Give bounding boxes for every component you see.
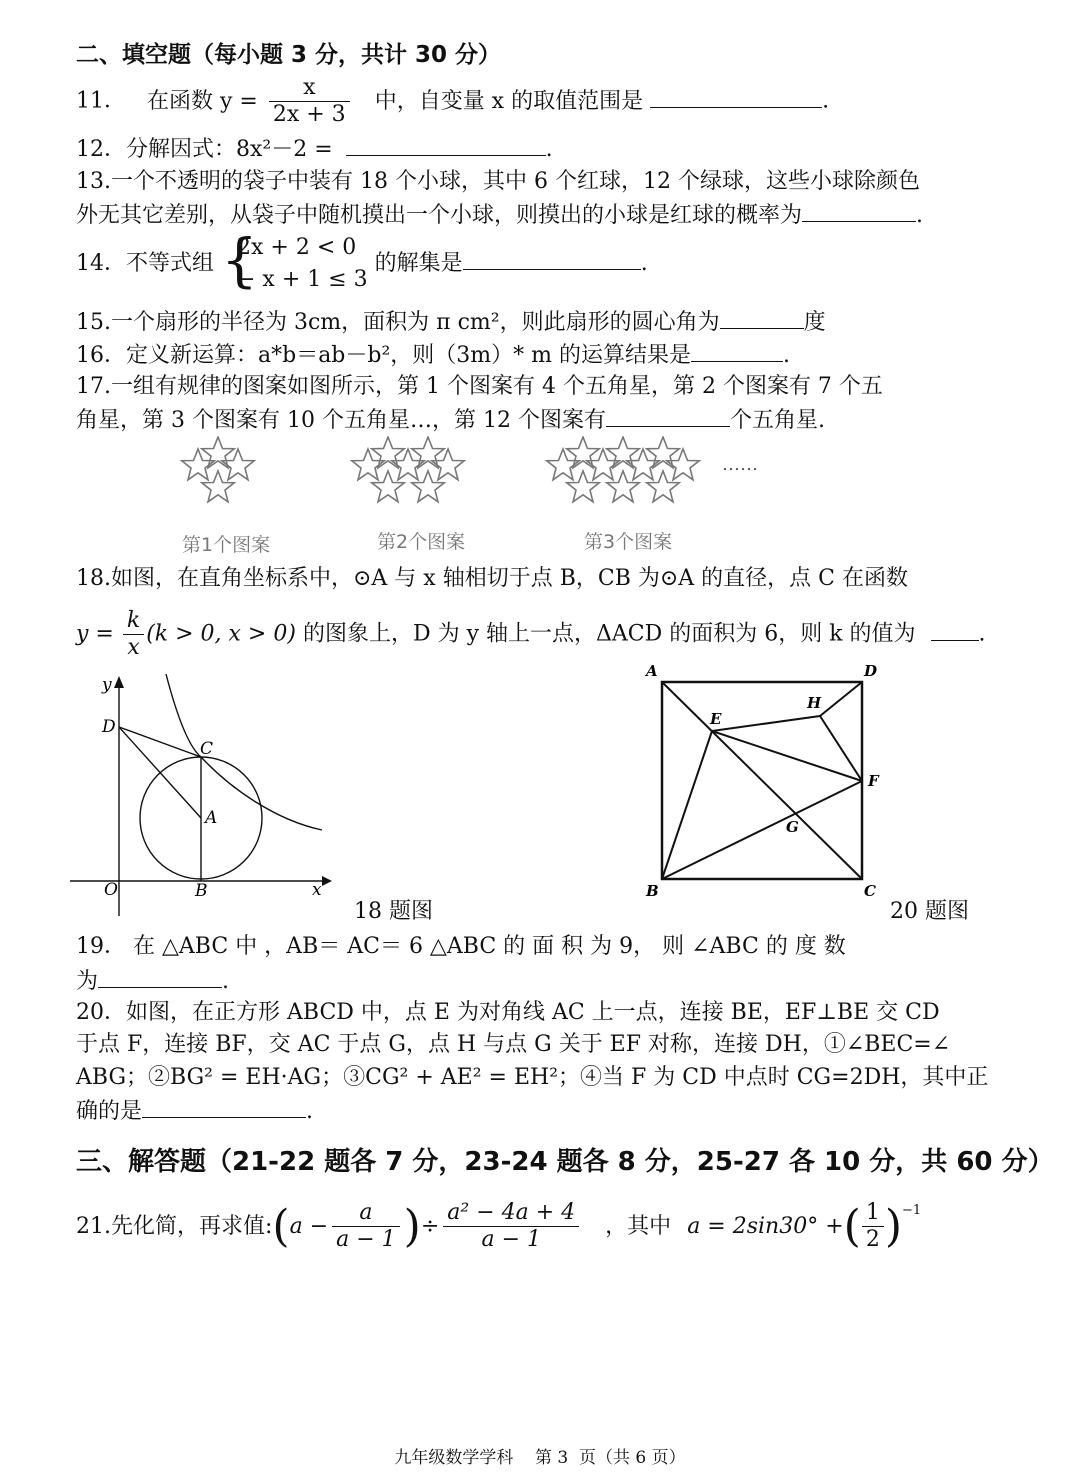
label-E: E: [710, 710, 722, 728]
q21-right-paren: ): [403, 1200, 421, 1252]
question-14: [76, 226, 648, 296]
label-C: C: [200, 739, 214, 759]
q21-left-paren-2: (: [843, 1200, 861, 1252]
segment-BE: [662, 731, 712, 879]
question-12: [76, 133, 553, 165]
question-19: [76, 965, 229, 997]
label-y: y: [102, 675, 112, 695]
q18-end: .: [978, 621, 986, 647]
q21-right-paren-2: ): [884, 1200, 902, 1252]
segment-BF: [662, 781, 862, 879]
q21-fraction-2-denominator: a − 1: [481, 1227, 541, 1252]
q18-condition: (k > 0, x > 0): [146, 621, 296, 647]
q14-suffix: 的解集是: [374, 251, 463, 276]
q12-end: .: [545, 137, 553, 162]
question-18: [76, 608, 986, 661]
label-F: F: [868, 772, 879, 790]
q12-text: 12．分解因式：8x²－2 =: [76, 137, 333, 162]
pattern-2-caption: 第2个图案: [377, 531, 466, 553]
segment-HF: [820, 716, 862, 781]
segment-DC: [119, 727, 201, 757]
q20-line4: 确的是: [76, 1099, 143, 1124]
q21-prefix: 21.先化简，再求值:: [76, 1213, 273, 1239]
question-15: [76, 306, 826, 338]
q18-fraction-numerator: k: [123, 608, 144, 635]
q13-line2: 外无其它差别，从袋子中随机摸出一个小球，则摸出的小球是红球的概率为: [76, 203, 803, 228]
x-axis-arrow: [322, 876, 332, 886]
label-H: H: [807, 694, 822, 712]
label-D: D: [864, 662, 878, 680]
q21-mid: ，其中: [605, 1213, 672, 1239]
label-O: O: [104, 880, 118, 900]
q20-line2: 于点 F，连接 BF，交 AC 于点 G，点 H 与点 G 关于 EF 对称，连接 DH，①∠BEC=∠: [76, 1032, 951, 1057]
q17-answer-blank[interactable]: [606, 404, 730, 427]
label-A: A: [646, 662, 658, 680]
hyperbola-curve: [166, 674, 322, 830]
q20-end: .: [306, 1099, 314, 1124]
segment-EF: [712, 731, 862, 781]
star-pattern-figure: [170, 436, 770, 562]
q21-fraction-3-denominator: 2: [865, 1227, 880, 1252]
q17-line1: 17.一组有规律的图案如图所示，第 1 个图案有 4 个五角星，第 2 个图案有 7 个五: [76, 374, 883, 399]
q18-answer-blank[interactable]: [931, 618, 979, 641]
q13-line1: 13.一个不透明的袋子中装有 18 个小球，其中 6 个红球，12 个绿球，这些小球除颜色: [76, 169, 920, 194]
y-axis-arrow: [114, 676, 124, 688]
q12-answer-blank[interactable]: [346, 133, 546, 156]
q17-end: 个五角星.: [729, 408, 825, 433]
q21-exponent: −1: [901, 1203, 922, 1218]
q21-a-minus: a −: [289, 1213, 329, 1239]
question-21: [76, 1200, 921, 1253]
question-20: [76, 1095, 313, 1127]
label-B: B: [195, 881, 208, 901]
q15-text: 15.一个扇形的半径为 3cm，面积为 π cm²，则此扇形的圆心角为: [76, 310, 720, 335]
q18-fraction: [123, 608, 144, 661]
segment-EH: [712, 716, 820, 731]
q14-answer-blank[interactable]: [463, 247, 641, 270]
label-D: D: [102, 717, 116, 737]
label-G: G: [786, 818, 799, 836]
q14-prefix: 14．不等式组: [76, 251, 214, 276]
q13-end: .: [916, 203, 924, 228]
q21-fraction-3-numerator: 1: [862, 1200, 884, 1227]
pattern-1-caption: 第1个图案: [182, 534, 271, 556]
pattern-3: [547, 437, 699, 502]
q19-answer-blank[interactable]: [98, 965, 222, 988]
question-17: [76, 404, 825, 436]
pattern-2: [352, 437, 464, 502]
section-title-answer-questions: 三、解答题（21-22 题各 7 分，23-24 题各 8 分，25-27 各 10 分，共 60 分）: [76, 1147, 1054, 1177]
q21-fraction-1-numerator: a: [332, 1200, 400, 1227]
q18-line1: 18.如图，在直角坐标系中，⊙A 与 x 轴相切于点 B，CB 为⊙A 的直径，点 C 在函数: [76, 566, 908, 591]
question-13: [76, 199, 923, 231]
page-footer: 九年级数学学科 第 3 页（共 6 页）: [394, 1448, 686, 1468]
q11-answer-blank[interactable]: [650, 85, 822, 108]
q21-fraction-1: [332, 1200, 400, 1253]
question-16: [76, 339, 790, 371]
q13-answer-blank[interactable]: [802, 199, 916, 222]
q21-fraction-2: [443, 1200, 579, 1253]
diagonal-AC: [662, 682, 862, 879]
figure-18: [60, 670, 340, 920]
q20-line3: ABG；②BG² = EH·AG；③CG² + AE² = EH²；④当 F 为 CD 中点时 CG=2DH，其中正: [76, 1065, 989, 1090]
question-11: [76, 75, 829, 128]
q14-row2: − x + 1 ≤ 3: [237, 267, 368, 292]
label-x: x: [312, 880, 322, 900]
q16-end: .: [783, 343, 791, 368]
q21-fraction-1-denominator: a − 1: [336, 1227, 396, 1252]
q11-prefix: 在函数 y =: [147, 88, 258, 114]
pattern-3-caption: 第3个图案: [584, 531, 673, 553]
q14-inequality-system: [221, 226, 368, 296]
q15-end: 度: [803, 310, 826, 335]
label-C: C: [864, 882, 876, 900]
q14-end: .: [640, 251, 648, 276]
q14-brace: {: [221, 226, 258, 294]
q16-text: 16．定义新运算：a*b＝ab－b²，则（3m）* m 的运算结果是: [76, 343, 692, 368]
q16-answer-blank[interactable]: [691, 339, 783, 362]
q20-line1: 20．如图，在正方形 ABCD 中，点 E 为对角线 AC 上一点，连接 BE，EF⊥BE 交 CD: [76, 1000, 940, 1025]
q11-fraction-denominator: 2x + 3: [272, 102, 346, 127]
q21-fraction-2-numerator: a² − 4a + 4: [443, 1200, 579, 1227]
q19-line1: 19． 在 △ABC 中 ，AB＝ AC＝ 6 △ABC 的 面 积 为 9， 则 ∠ABC 的 度 数: [76, 934, 846, 959]
q19-line2: 为: [76, 969, 99, 994]
q15-answer-blank[interactable]: [720, 306, 804, 329]
q20-answer-blank[interactable]: [142, 1095, 306, 1118]
figure-20: [640, 660, 890, 900]
segment-DH: [820, 682, 862, 716]
q18-fraction-denominator: x: [127, 635, 140, 660]
q14-row1: 2x + 2 < 0: [237, 235, 357, 260]
figure-20-caption: 20 题图: [890, 899, 969, 924]
figure-18-caption: 18 题图: [354, 899, 433, 924]
q19-end: .: [222, 969, 230, 994]
pattern-ellipsis: ……: [722, 454, 758, 475]
q21-divide: ÷: [420, 1213, 440, 1239]
q11-suffix: 中，自变量 x 的取值范围是: [374, 88, 644, 114]
q21-left-paren: (: [272, 1200, 290, 1252]
q18-line2: 的图象上，D 为 y 轴上一点，ΔACD 的面积为 6，则 k 的值为: [302, 621, 916, 647]
q21-a-equation: a = 2sin30° +: [687, 1213, 844, 1239]
q11-end: .: [822, 88, 830, 114]
pattern-1: [182, 437, 254, 502]
q11-number: 11．: [76, 88, 126, 114]
q11-fraction: [269, 75, 350, 128]
q11-fraction-numerator: x: [269, 75, 350, 102]
section-title-fill-blank: 二、填空题（每小题 3 分，共计 30 分）: [76, 42, 502, 68]
label-B: B: [646, 882, 659, 900]
q21-fraction-3: [862, 1200, 884, 1253]
q18-y-eq: y =: [76, 621, 114, 647]
q17-line2: 角星，第 3 个图案有 10 个五角星…，第 12 个图案有: [76, 408, 606, 433]
label-A: A: [205, 808, 218, 828]
